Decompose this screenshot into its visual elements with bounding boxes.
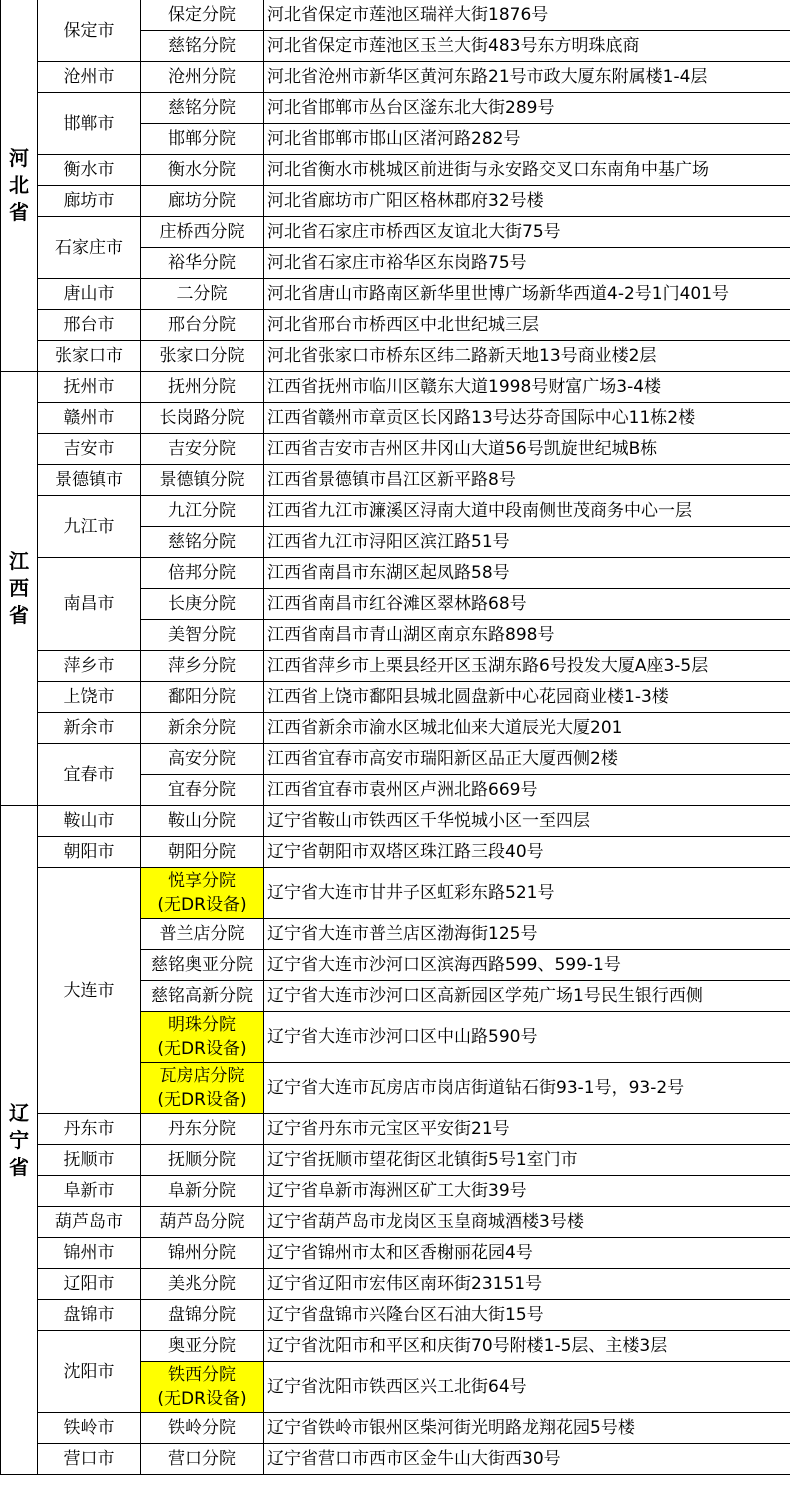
table-row <box>1 93 790 124</box>
table-row <box>1 837 790 868</box>
branch-address: 江西省吉安市吉州区井冈山大道56号凯旋世纪城B栋 <box>264 434 790 465</box>
branch-name: 九江分院 <box>141 496 264 527</box>
city-name: 抚顺市 <box>38 1145 141 1176</box>
table-row <box>1 713 790 744</box>
city-name: 阜新市 <box>38 1176 141 1207</box>
branch-address: 辽宁省锦州市太和区香榭丽花园4号 <box>264 1238 790 1269</box>
branch-name: 裕华分院 <box>141 248 264 279</box>
branch-address: 辽宁省沈阳市和平区和庆街70号附楼1-5层、主楼3层 <box>264 1331 790 1362</box>
table-row <box>1 1145 790 1176</box>
branch-address: 辽宁省营口市西市区金牛山大街西30号 <box>264 1444 790 1475</box>
table-row <box>1 0 790 31</box>
branch-address: 河北省沧州市新华区黄河东路21号市政大厦东附属楼1-4层 <box>264 62 790 93</box>
table-row <box>1 1331 790 1362</box>
table-row <box>1 1207 790 1238</box>
table-row <box>1 279 790 310</box>
branch-address: 江西省景德镇市昌江区新平路8号 <box>264 465 790 496</box>
branch-name: 新余分院 <box>141 713 264 744</box>
branch-name: 朝阳分院 <box>141 837 264 868</box>
branch-address: 河北省邢台市桥西区中北世纪城三层 <box>264 310 790 341</box>
branch-name: 长岗路分院 <box>141 403 264 434</box>
branch-name-text: 瓦房店分院 <box>159 1066 245 1086</box>
city-name: 衡水市 <box>38 155 141 186</box>
branch-name: 美智分院 <box>141 620 264 651</box>
branch-name-text: 悦享分院 <box>168 871 236 891</box>
branch-name: 葫芦岛分院 <box>141 1207 264 1238</box>
branch-name: 庄桥西分院 <box>141 217 264 248</box>
branch-address: 河北省廊坊市广阳区格林郡府32号楼 <box>264 186 790 217</box>
branch-address: 江西省九江市浔阳区滨江路51号 <box>264 527 790 558</box>
table-row <box>1 186 790 217</box>
branch-address: 辽宁省大连市沙河口区中山路590号 <box>264 1012 790 1063</box>
branch-name: 抚州分院 <box>141 372 264 403</box>
branch-address: 江西省宜春市高安市瑞阳新区品正大厦西侧2楼 <box>264 744 790 775</box>
branch-address: 辽宁省大连市普兰店区渤海街125号 <box>264 919 790 950</box>
city-name: 萍乡市 <box>38 651 141 682</box>
table-row <box>1 558 790 589</box>
branch-name: 慈铭奥亚分院 <box>141 950 264 981</box>
branch-address: 河北省衡水市桃城区前进街与永安路交叉口东南角中基广场 <box>264 155 790 186</box>
branch-address: 江西省抚州市临川区赣东大道1998号财富广场3-4楼 <box>264 372 790 403</box>
table-row <box>1 155 790 186</box>
branch-address: 河北省保定市莲池区瑞祥大街1876号 <box>264 0 790 31</box>
branch-address: 辽宁省大连市沙河口区滨海西路599、599-1号 <box>264 950 790 981</box>
branch-name: 二分院 <box>141 279 264 310</box>
branch-address: 江西省南昌市红谷滩区翠林路68号 <box>264 589 790 620</box>
province-cell <box>1 0 38 372</box>
table-row <box>1 1300 790 1331</box>
branch-name-highlighted <box>141 1063 264 1114</box>
city-name: 盘锦市 <box>38 1300 141 1331</box>
table-row <box>1 341 790 372</box>
city-name: 辽阳市 <box>38 1269 141 1300</box>
city-name: 鞍山市 <box>38 806 141 837</box>
city-name: 上饶市 <box>38 682 141 713</box>
branch-address: 辽宁省盘锦市兴隆台区石油大街15号 <box>264 1300 790 1331</box>
branch-address: 江西省南昌市青山湖区南京东路898号 <box>264 620 790 651</box>
branch-name: 倍邦分院 <box>141 558 264 589</box>
city-name: 抚州市 <box>38 372 141 403</box>
branch-name: 阜新分院 <box>141 1176 264 1207</box>
branch-name: 美兆分院 <box>141 1269 264 1300</box>
branch-address: 河北省邯郸市邯山区渚河路282号 <box>264 124 790 155</box>
city-name: 廊坊市 <box>38 186 141 217</box>
city-name: 张家口市 <box>38 341 141 372</box>
branch-name: 慈铭高新分院 <box>141 981 264 1012</box>
city-name: 锦州市 <box>38 1238 141 1269</box>
table-row <box>1 1114 790 1145</box>
branch-name: 盘锦分院 <box>141 1300 264 1331</box>
city-name: 宜春市 <box>38 744 141 806</box>
branch-address: 河北省唐山市路南区新华里世博广场新华西道4-2号1门401号 <box>264 279 790 310</box>
table-row <box>1 465 790 496</box>
table-row <box>1 496 790 527</box>
branch-name: 慈铭分院 <box>141 527 264 558</box>
branch-name: 奥亚分院 <box>141 1331 264 1362</box>
branch-name-text: 明珠分院 <box>168 1015 236 1035</box>
branch-name-highlighted <box>141 1012 264 1063</box>
branch-address: 辽宁省抚顺市望花街区北镇街5号1室门市 <box>264 1145 790 1176</box>
branch-name: 吉安分院 <box>141 434 264 465</box>
branch-note: (无DR设备) <box>157 1389 247 1409</box>
branch-address: 辽宁省朝阳市双塔区珠江路三段40号 <box>264 837 790 868</box>
city-name: 丹东市 <box>38 1114 141 1145</box>
table-row <box>1 682 790 713</box>
city-name: 景德镇市 <box>38 465 141 496</box>
table-body <box>1 0 790 1475</box>
city-name: 葫芦岛市 <box>38 1207 141 1238</box>
city-name: 大连市 <box>38 868 141 1114</box>
branch-name: 丹东分院 <box>141 1114 264 1145</box>
branch-name: 锦州分院 <box>141 1238 264 1269</box>
branch-name-text: 铁西分院 <box>168 1365 236 1385</box>
branch-address: 辽宁省大连市瓦房店市岗店街道钻石街93-1号，93-2号 <box>264 1063 790 1114</box>
province-name: 辽宁省 <box>9 1100 29 1179</box>
city-name: 邢台市 <box>38 310 141 341</box>
branch-address: 辽宁省丹东市元宝区平安街21号 <box>264 1114 790 1145</box>
branch-name: 长庚分院 <box>141 589 264 620</box>
city-name: 九江市 <box>38 496 141 558</box>
branch-name: 高安分院 <box>141 744 264 775</box>
branch-name: 铁岭分院 <box>141 1413 264 1444</box>
branch-address: 江西省萍乡市上栗县经开区玉湖东路6号投发大厦A座3-5层 <box>264 651 790 682</box>
city-name: 保定市 <box>38 0 141 62</box>
branch-address: 河北省保定市莲池区玉兰大街483号东方明珠底商 <box>264 31 790 62</box>
branch-name: 鞍山分院 <box>141 806 264 837</box>
city-name: 邯郸市 <box>38 93 141 155</box>
branch-name: 张家口分院 <box>141 341 264 372</box>
table-row <box>1 434 790 465</box>
branch-address: 辽宁省沈阳市铁西区兴工北街64号 <box>264 1362 790 1413</box>
city-name: 铁岭市 <box>38 1413 141 1444</box>
branch-name: 抚顺分院 <box>141 1145 264 1176</box>
table-row <box>1 1238 790 1269</box>
branch-name-highlighted <box>141 1362 264 1413</box>
province-cell <box>1 372 38 806</box>
table-row <box>1 310 790 341</box>
table-row <box>1 806 790 837</box>
branch-name: 萍乡分院 <box>141 651 264 682</box>
table-row <box>1 62 790 93</box>
branch-address: 江西省赣州市章贡区长冈路13号达芬奇国际中心11栋2楼 <box>264 403 790 434</box>
branch-address: 辽宁省铁岭市银州区柴河街光明路龙翔花园5号楼 <box>264 1413 790 1444</box>
province-cell <box>1 806 38 1475</box>
city-name: 南昌市 <box>38 558 141 651</box>
branch-address: 河北省石家庄市桥西区友谊北大街75号 <box>264 217 790 248</box>
branch-address: 江西省上饶市鄱阳县城北圆盘新中心花园商业楼1-3楼 <box>264 682 790 713</box>
city-name: 营口市 <box>38 1444 141 1475</box>
branch-name: 鄱阳分院 <box>141 682 264 713</box>
branch-note: (无DR设备) <box>157 1090 247 1110</box>
branch-address: 江西省宜春市袁州区卢洲北路669号 <box>264 775 790 806</box>
city-name: 吉安市 <box>38 434 141 465</box>
branch-address: 江西省南昌市东湖区起凤路58号 <box>264 558 790 589</box>
branch-note: (无DR设备) <box>157 1039 247 1059</box>
city-name: 赣州市 <box>38 403 141 434</box>
branch-address: 河北省张家口市桥东区纬二路新天地13号商业楼2层 <box>264 341 790 372</box>
branch-name: 慈铭分院 <box>141 31 264 62</box>
branch-address: 江西省新余市渝水区城北仙来大道辰光大厦201 <box>264 713 790 744</box>
branch-name: 普兰店分院 <box>141 919 264 950</box>
branch-address: 辽宁省辽阳市宏伟区南环街23151号 <box>264 1269 790 1300</box>
table-row <box>1 217 790 248</box>
table-row <box>1 868 790 919</box>
branch-name: 衡水分院 <box>141 155 264 186</box>
table-row <box>1 744 790 775</box>
branch-address: 河北省石家庄市裕华区东岗路75号 <box>264 248 790 279</box>
branch-name: 宜春分院 <box>141 775 264 806</box>
city-name: 朝阳市 <box>38 837 141 868</box>
branch-address: 辽宁省阜新市海洲区矿工大街39号 <box>264 1176 790 1207</box>
table-row <box>1 651 790 682</box>
city-name: 石家庄市 <box>38 217 141 279</box>
branch-address: 辽宁省大连市甘井子区虹彩东路521号 <box>264 868 790 919</box>
table-row <box>1 403 790 434</box>
table-row <box>1 1176 790 1207</box>
branch-address: 辽宁省葫芦岛市龙岗区玉皇商城酒楼3号楼 <box>264 1207 790 1238</box>
branch-name-highlighted <box>141 868 264 919</box>
branch-address: 辽宁省大连市沙河口区高新园区学苑广场1号民生银行西侧 <box>264 981 790 1012</box>
branch-name: 沧州分院 <box>141 62 264 93</box>
branch-note: (无DR设备) <box>157 895 247 915</box>
branch-name: 景德镇分院 <box>141 465 264 496</box>
branch-name: 营口分院 <box>141 1444 264 1475</box>
branch-name: 邢台分院 <box>141 310 264 341</box>
branch-name: 慈铭分院 <box>141 93 264 124</box>
city-name: 新余市 <box>38 713 141 744</box>
branch-name: 邯郸分院 <box>141 124 264 155</box>
province-name: 河北省 <box>9 146 29 224</box>
table-row <box>1 1269 790 1300</box>
branch-name: 保定分院 <box>141 0 264 31</box>
branch-address: 河北省邯郸市丛台区滏东北大街289号 <box>264 93 790 124</box>
city-name: 沈阳市 <box>38 1331 141 1413</box>
branch-address: 辽宁省鞍山市铁西区千华悦城小区一至四层 <box>264 806 790 837</box>
branch-address: 江西省九江市濂溪区浔南大道中段南侧世茂商务中心一层 <box>264 496 790 527</box>
city-name: 沧州市 <box>38 62 141 93</box>
table-row <box>1 372 790 403</box>
province-name: 江西省 <box>9 549 29 627</box>
table-row <box>1 1444 790 1475</box>
branch-name: 廊坊分院 <box>141 186 264 217</box>
table-row <box>1 1413 790 1444</box>
city-name: 唐山市 <box>38 279 141 310</box>
